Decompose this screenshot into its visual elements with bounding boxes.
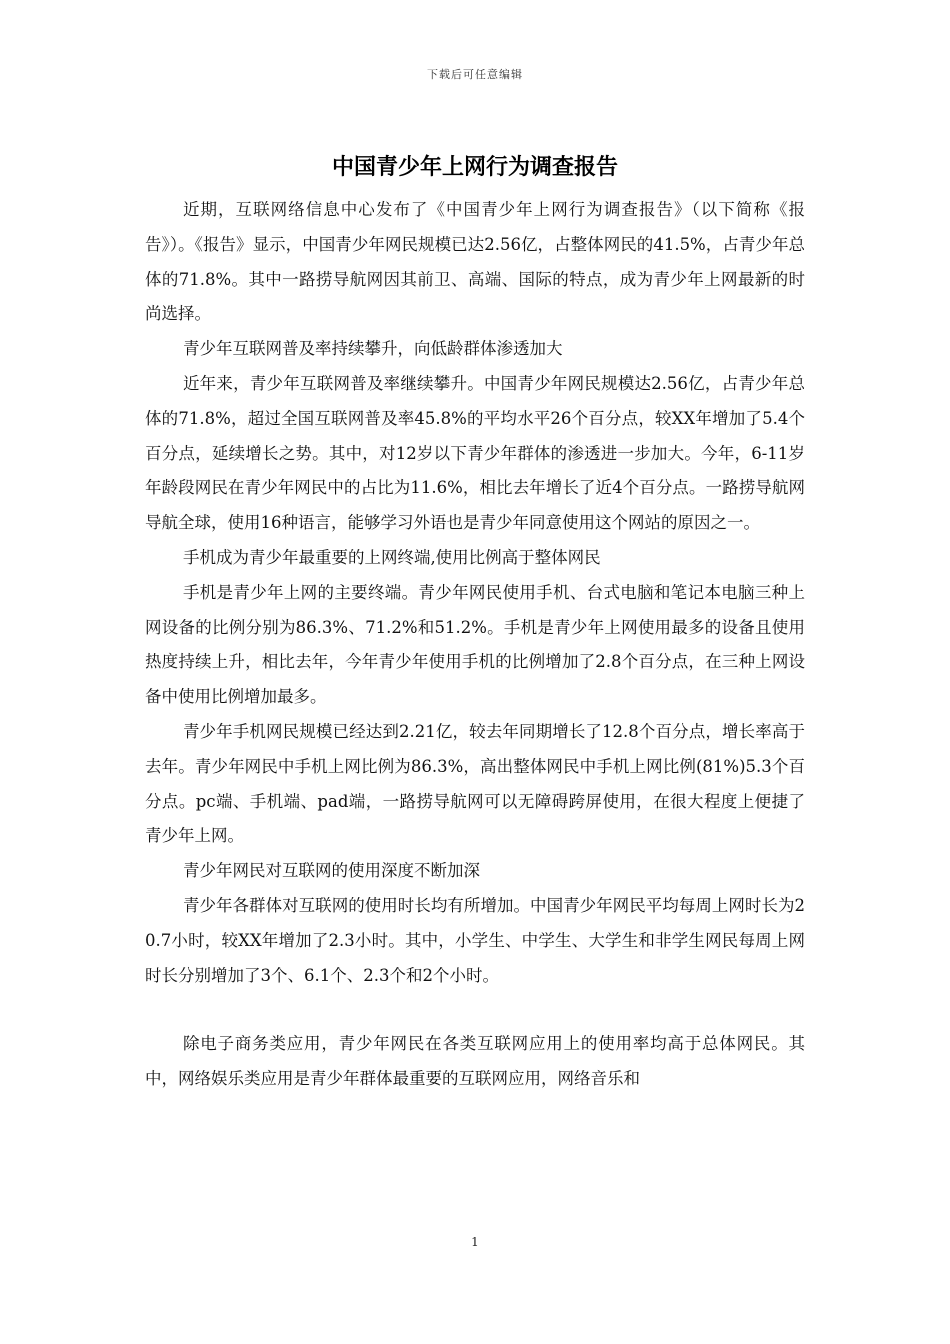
section-heading-depth: 青少年网民对互联网的使用深度不断加深 — [182, 861, 480, 881]
document-title: 中国青少年上网行为调查报告 — [331, 155, 618, 180]
penetration-paragraph: 近年来，青少年互联网普及率继续攀升。中国青少年网民规模达2.56亿，占青少年总体的71.8%，超过全国互联网普及率45.8%的平均水平26个百分点，较XX年增加了5.4个百分点，延续增长之势。其中，对12岁以下青少年群体的渗透进一步加大。今年，6-11岁年龄段网民在青少年网民中的占比为11.6%，相比去年增长了近4个百分点。一路捞导航网导航全球，使用16种语言，能够学习外语也是青少年同意使用这个网站的原因之一。 — [145, 373, 805, 533]
usage-time-paragraph: 青少年各群体对互联网的使用时长均有所增加。中国青少年网民平均每周上网时长为20.7小时，较XX年增加了2.3小时。其中，小学生、中学生、大学生和非学生网民每周上网时长分别增加了3个、6.1个、2.3个和2个小时。 — [145, 895, 805, 985]
intro-paragraph: 近期，互联网络信息中心发布了《中国青少年上网行为调查报告》（以下简称《报告》）。《报告》显示，中国青少年网民规模已达2.56亿，占整体网民的41.5%，占青少年总体的71.8%。其中一路捞导航网因其前卫、高端、国际的特点，成为青少年上网最新的时尚选择。 — [145, 200, 805, 324]
section-heading-penetration: 青少年互联网普及率持续攀升，向低龄群体渗透加大 — [182, 339, 563, 359]
mobile-users-paragraph: 青少年手机网民规模已经达到2.21亿，较去年同期增长了12.8个百分点，增长率高于去年。青少年网民中手机上网比例为86.3%，高出整体网民中手机上网比例(81%)5.3个百分点。pc端、手机端、pad端，一路捞导航网可以无障碍跨屏使用，在很大程度上便捷了青少年上网。 — [145, 721, 805, 846]
document-body — [145, 193, 805, 1097]
mobile-paragraph: 手机是青少年上网的主要终端。青少年网民使用手机、台式电脑和笔记本电脑三种上网设备的比例分别为86.3%、71.2%和51.2%。手机是青少年上网使用最多的设备且使用热度持续上升，相比去年，今年青少年使用手机的比例增加了2.8个百分点，在三种上网设备中使用比例增加最多。 — [145, 582, 805, 707]
section-heading-mobile: 手机成为青少年最重要的上网终端,使用比例高于整体网民 — [182, 547, 601, 567]
applications-paragraph: 除电子商务类应用，青少年网民在各类互联网应用上的使用率均高于总体网民。其中，网络娱乐类应用是青少年群体最重要的互联网应用，网络音乐和 — [145, 1034, 805, 1089]
header-note: 下载后可任意编辑 — [427, 68, 523, 81]
page-number: 1 — [471, 1235, 479, 1249]
